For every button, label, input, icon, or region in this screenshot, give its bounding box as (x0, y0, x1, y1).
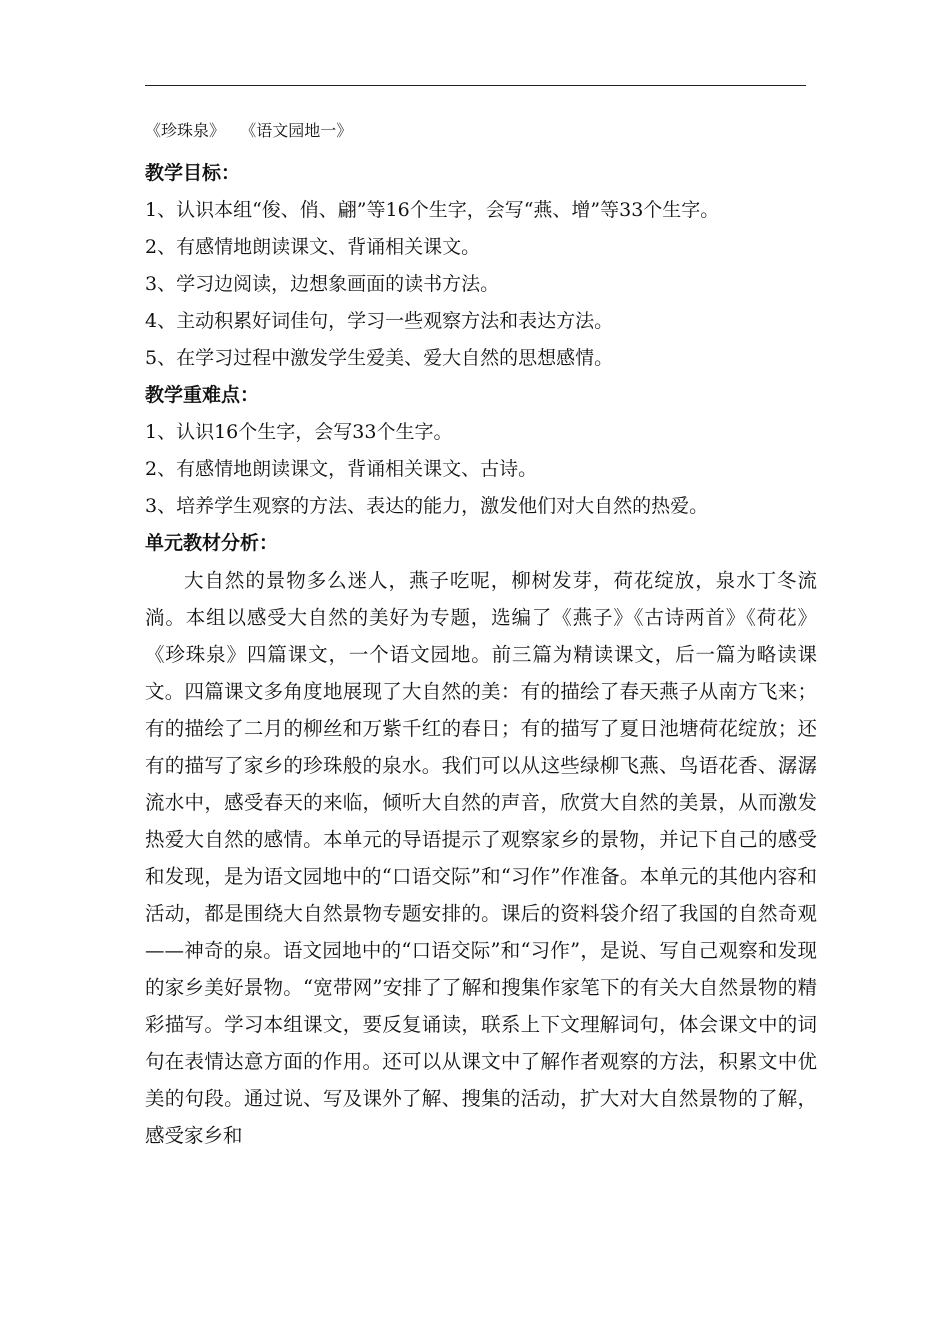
key-points-list (145, 414, 817, 525)
goal-item: 3、学习边阅读，边想象画面的读书方法。 (145, 273, 500, 295)
analysis-heading: 单元教材分析： (145, 532, 279, 554)
key-point-item: 2、有感情地朗读课文，背诵相关课文、古诗。 (145, 458, 538, 480)
key-points-heading: 教学重难点： (145, 384, 260, 406)
goal-item: 1、认识本组“俊、俏、翩”等16个生字，会写“燕、增”等33个生字。 (145, 199, 720, 221)
header-rule (145, 85, 806, 86)
lesson-titles: 《珍珠泉》 《语文园地一》 (145, 121, 353, 140)
document-body (145, 121, 817, 1154)
goals-list (145, 192, 817, 377)
key-point-item: 1、认识16个生字，会写33个生字。 (145, 421, 453, 443)
goal-item: 4、主动积累好词佳句，学习一些观察方法和表达方法。 (145, 310, 614, 332)
key-point-item: 3、培养学生观察的方法、表达的能力，激发他们对大自然的热爱。 (145, 495, 709, 517)
goal-item: 2、有感情地朗读课文、背诵相关课文。 (145, 236, 481, 258)
goal-item: 5、在学习过程中激发学生爱美、爱大自然的思想感情。 (145, 347, 614, 369)
goals-heading: 教学目标： (145, 162, 241, 184)
analysis-paragraph: 大自然的景物多么迷人，燕子吃呢，柳树发芽，荷花绽放，泉水丁冬流淌。本组以感受大自然的美好为专题，选编了《燕子》《古诗两首》《荷花》《珍珠泉》四篇课文，一个语文园地。前三篇为精读课文，后一篇为略读课文。四篇课文多角度地展现了大自然的美：有的描绘了春天燕子从南方飞来；有的描绘了二月的柳丝和万紫千红的春日；有的描写了夏日池塘荷花绽放；还有的描写了家乡的珍珠般的泉水。我们可以从这些绿柳飞燕、鸟语花香、潺潺流水中，感受春天的来临，倾听大自然的声音，欣赏大自然的美景，从而激发热爱大自然的感情。本单元的导语提示了观察家乡的景物，并记下自己的感受和发现，是为语文园地中的“口语交际”和“习作”作准备。本单元的其他内容和活动，都是围绕大自然景物专题安排的。课后的资料袋介绍了我国的自然奇观——神奇的泉。语文园地中的“口语交际”和“习作”，是说、写自己观察和发现的家乡美好景物。“宽带网”安排了了解和搜集作家笔下的有关大自然景物的精彩描写。学习本组课文，要反复诵读，联系上下文理解词句，体会课文中的词句在表情达意方面的作用。还可以从课文中了解作者观察的方法，积累文中优美的句段。通过说、写及课外了解、搜集的活动，扩大对大自然景物的了解，感受家乡和 (145, 569, 817, 1147)
